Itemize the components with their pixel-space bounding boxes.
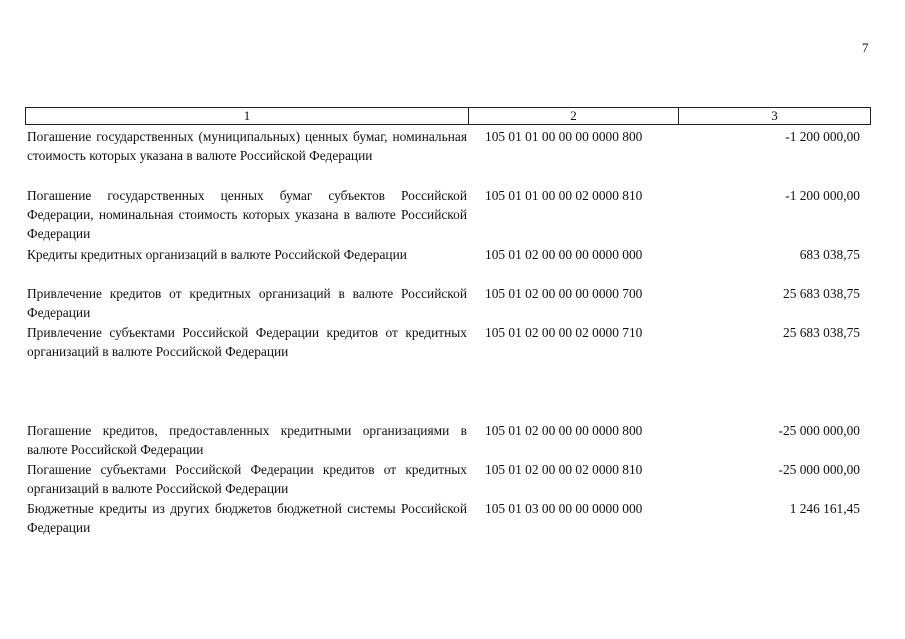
row-amount: -25 000 000,00 bbox=[778, 423, 860, 438]
row-amount: 1 246 161,45 bbox=[789, 501, 860, 516]
row-name: Погашение государственных ценных бумаг субъектов Российской Федерации, номинальная стоимость которых указана в валюте Российской Федерации bbox=[27, 188, 467, 241]
row-code: 105 01 02 00 00 00 0000 700 bbox=[485, 286, 643, 301]
row-name: Погашение государственных (муниципальных) ценных бумаг, номинальная стоимость которых указана в валюте Российской Федерации bbox=[27, 129, 467, 163]
row-code: 105 01 03 00 00 00 0000 000 bbox=[485, 501, 643, 516]
row-name: Погашение кредитов, предоставленных кредитными организациями в валюте Российской Федерации bbox=[27, 423, 467, 457]
row-amount: 683 038,75 bbox=[799, 247, 860, 262]
row-code: 105 01 01 00 00 02 0000 810 bbox=[485, 188, 643, 203]
page-number: 7 bbox=[862, 40, 869, 55]
column-header-1: 1 bbox=[26, 108, 469, 124]
row-name: Кредиты кредитных организаций в валюте Российской Федерации bbox=[27, 247, 407, 262]
row-amount: 25 683 038,75 bbox=[783, 286, 860, 301]
column-header-3: 3 bbox=[771, 108, 778, 123]
row-amount: -1 200 000,00 bbox=[785, 188, 860, 203]
row-code: 105 01 02 00 00 02 0000 710 bbox=[485, 325, 643, 340]
row-name: Привлечение субъектами Российской Федерации кредитов от кредитных организаций в валюте Российской Федерации bbox=[27, 325, 467, 359]
row-code: 105 01 02 00 00 00 0000 800 bbox=[485, 423, 643, 438]
row-amount: 25 683 038,75 bbox=[783, 325, 860, 340]
row-name: Погашение субъектами Российской Федерации кредитов от кредитных организаций в валюте Российской Федерации bbox=[27, 462, 467, 496]
row-code: 105 01 02 00 00 00 0000 000 bbox=[485, 247, 643, 262]
row-amount: -1 200 000,00 bbox=[785, 129, 860, 144]
row-code: 105 01 02 00 00 02 0000 810 bbox=[485, 462, 643, 477]
row-name: Привлечение кредитов от кредитных организаций в валюте Российской Федерации bbox=[27, 286, 467, 320]
table-header-row bbox=[25, 107, 871, 125]
row-code: 105 01 01 00 00 00 0000 800 bbox=[485, 129, 643, 144]
column-header-2: 2 bbox=[469, 108, 679, 124]
row-amount: -25 000 000,00 bbox=[778, 462, 860, 477]
row-name: Бюджетные кредиты из других бюджетов бюджетной системы Российской Федерации bbox=[27, 501, 467, 535]
